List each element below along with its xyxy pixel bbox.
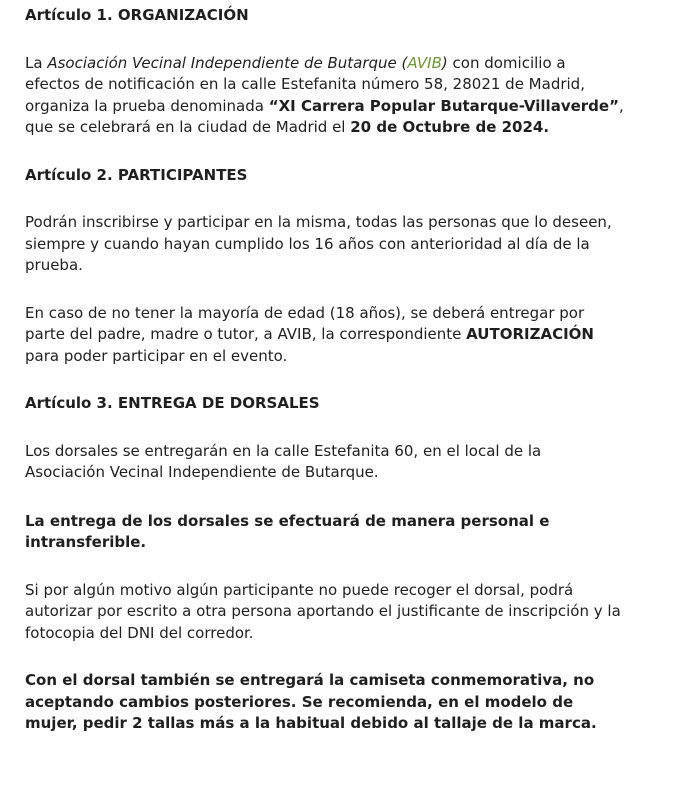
text-segment: La <box>25 53 48 72</box>
text-segment: En caso de no tener la mayoría de edad (18 años), se deberá entregar por parte del padre, madre o tutor, a AVIB, la correspondiente <box>25 303 585 343</box>
article-2-paragraph-2 <box>25 303 625 368</box>
article-3-paragraph-3: Si por algún motivo algún participante no puede recoger el dorsal, podrá autorizar por escrito a otra persona aportando el justificante de inscripción y la fotocopia del DNI del corredor. <box>25 580 621 642</box>
avib-link[interactable]: AVIB <box>407 53 442 72</box>
close-paren: ) <box>441 53 448 72</box>
organization-name: Asociación Vecinal Independiente de Butarque ( <box>47 53 408 72</box>
article-1-heading: Artículo 1. ORGANIZACIÓN <box>25 6 249 24</box>
article-3-heading: Artículo 3. ENTREGA DE DORSALES <box>25 394 320 412</box>
article-1-paragraph <box>25 53 625 139</box>
article-2-paragraph-1: Podrán inscribirse y participar en la misma, todas las personas que lo deseen, siempre y cuando hayan cumplido los 16 años con anterioridad al día de la prueba. <box>25 213 612 274</box>
race-name: “XI Carrera Popular Butarque-Villaverde” <box>268 96 619 115</box>
text-segment: para poder participar en el evento. <box>25 346 288 365</box>
article-3-paragraph-2: La entrega de los dorsales se efectuará de manera personal e intransferible. <box>25 511 550 551</box>
autorizacion-text: AUTORIZACIÓN <box>466 325 594 343</box>
article-3-paragraph-4: Con el dorsal también se entregará la camiseta conmemorativa, no aceptando cambios posteriores. Se recomienda, en el modelo de mujer, pedir 2 tallas más a la habitual debido al tallaje de la marca. <box>25 671 597 732</box>
text-segment: , que se celebrará en la ciudad de Madrid el <box>25 96 624 136</box>
race-date: 20 de Octubre de 2024. <box>350 118 550 136</box>
article-3-paragraph-1: Los dorsales se entregarán en la calle Estefanita 60, en el local de la Asociación Vecinal Independiente de Butarque. <box>25 441 542 481</box>
article-2-heading: Artículo 2. PARTICIPANTES <box>25 165 248 184</box>
text-segment: con domicilio a efectos de notificación en la calle Estefanita número 58, 28021 de Madrid, organiza la prueba denominada <box>25 53 585 115</box>
